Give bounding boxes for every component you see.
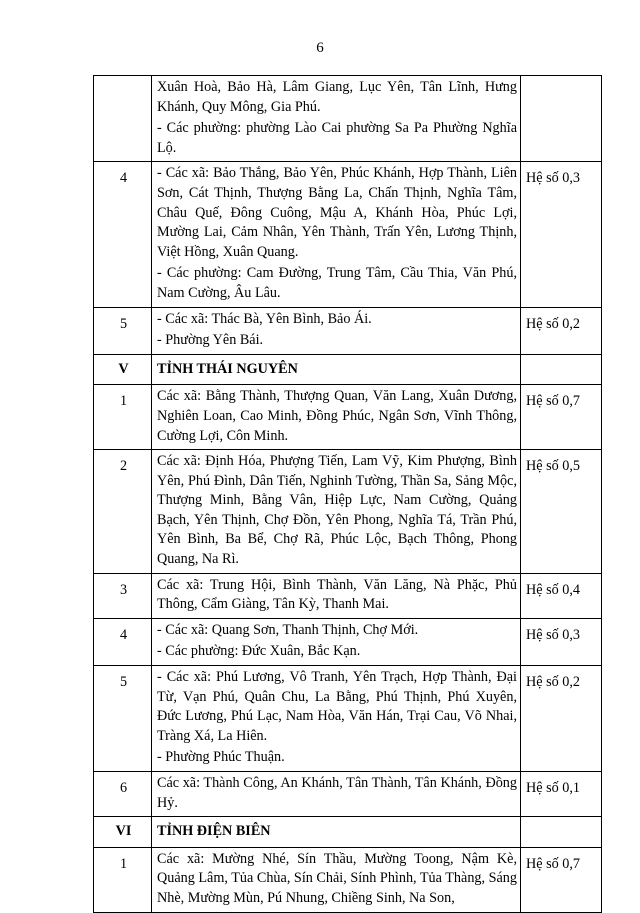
coefficient-cell: Hệ số 0,2: [521, 666, 602, 772]
province-coef-cell: [521, 354, 602, 385]
row-index: 5: [94, 666, 152, 772]
unit-list-paragraph: - Phường Phúc Thuận.: [157, 749, 285, 766]
table-row: [94, 573, 602, 618]
row-index: 2: [94, 450, 152, 574]
province-name: TỈNH ĐIỆN BIÊN: [152, 817, 521, 848]
coefficient-cell: Hệ số 0,3: [521, 162, 602, 307]
unit-list-paragraph: Các xã: Trung Hội, Bình Thành, Văn Lăng, Nà Phặc, Phủ Thông, Cẩm Giàng, Tân Kỳ, Thanh Mai.: [157, 576, 517, 613]
unit-list-paragraph: Xuân Hoà, Bảo Hà, Lâm Giang, Lục Yên, Tân Lĩnh, Hưng Khánh, Quy Mông, Gia Phú.: [157, 79, 517, 115]
unit-list-paragraph: - Các phường: phường Lào Cai phường Sa Pa Phường Nghĩa Lộ.: [157, 120, 517, 156]
row-index: 3: [94, 573, 152, 618]
unit-list-paragraph: Các xã: Bằng Thành, Thượng Quan, Văn Lang, Xuân Dương, Nghiên Loan, Cao Minh, Đồng Phúc, Ngân Sơn, Vĩnh Thông, Cường Lợi, Côn Minh.: [157, 388, 517, 444]
coefficient-cell: Hệ số 0,5: [521, 450, 602, 574]
row-index: 4: [94, 162, 152, 307]
unit-list-paragraph: Các xã: Định Hóa, Phượng Tiến, Lam Vỹ, Kim Phượng, Bình Yên, Phú Đình, Dân Tiến, Nghinh Tường, Thần Sa, Sảng Mộc, Thượng Minh, Bằng Vân, Hiệp Lực, Nam Cường, Quảng Bạch, Yên Thịnh, Chợ Đồn, Yên Phong, Nghĩa Tá, Trần Phú, Yên Bình, Ba Bể, Chợ Rã, Phúc Lộc, Bạch Thông, Phong Quang, Na Rì.: [157, 453, 517, 568]
table-row: [94, 307, 602, 354]
coefficient-cell: Hệ số 0,7: [521, 847, 602, 912]
unit-list-cell: [152, 76, 521, 162]
coefficient-cell: Hệ số 0,7: [521, 385, 602, 450]
province-name: TỈNH THÁI NGUYÊN: [152, 354, 521, 385]
unit-list-cell: [152, 847, 521, 912]
row-index: 1: [94, 847, 152, 912]
unit-list-paragraph: - Các xã: Phú Lương, Vô Tranh, Yên Trạch, Hợp Thành, Đại Từ, Vạn Phú, Quân Chu, La Bằng, Phú Thịnh, Phú Xuyên, Đức Lương, Phú Lạc, Nam Hòa, Văn Hán, Trại Cau, Võ Nhai, Tràng Xá, La Hiên.: [157, 669, 517, 744]
row-index: 4: [94, 618, 152, 665]
unit-list-cell: [152, 772, 521, 817]
table-row: [94, 162, 602, 307]
table-row: [94, 76, 602, 162]
row-index: [94, 76, 152, 162]
unit-list-paragraph: Các xã: Mường Nhé, Sín Thầu, Mường Toong, Nậm Kè, Quảng Lâm, Tủa Chùa, Sín Chải, Sính Phình, Tủa Thàng, Sáng Nhè, Mường Mùn, Pú Nhung, Chiềng Sinh, Na Son,: [157, 850, 517, 906]
unit-list-paragraph: Các xã: Thành Công, An Khánh, Tân Thành, Tân Khánh, Đồng Hỷ.: [157, 775, 517, 811]
unit-list-cell: [152, 573, 521, 618]
coefficient-cell: Hệ số 0,1: [521, 772, 602, 817]
province-roman-numeral: V: [94, 354, 152, 385]
unit-list-paragraph: - Các xã: Thác Bà, Yên Bình, Bảo Ái.: [157, 310, 372, 327]
table-row: [94, 772, 602, 817]
unit-list-paragraph: - Các phường: Cam Đường, Trung Tâm, Cầu Thia, Văn Phú, Nam Cường, Âu Lâu.: [157, 265, 517, 301]
row-index: 1: [94, 385, 152, 450]
unit-list-cell: [152, 385, 521, 450]
table-row: [94, 450, 602, 574]
unit-list-paragraph: - Phường Yên Bái.: [157, 332, 264, 349]
table-row: [94, 385, 602, 450]
unit-list-cell: [152, 618, 521, 665]
row-index: 6: [94, 772, 152, 817]
unit-list-paragraph: - Các xã: Bảo Thắng, Bảo Yên, Phúc Khánh, Hợp Thành, Liên Sơn, Cát Thịnh, Thượng Bằng La, Chấn Thịnh, Nghĩa Tâm, Châu Quế, Đông Cuông, Mậu A, Khánh Hòa, Phúc Lợi, Mường Lai, Cảm Nhân, Yên Thành, Trấn Yên, Lương Thịnh, Việt Hồng, Xuân Quang.: [157, 165, 517, 260]
table-row: [94, 618, 602, 665]
row-index: 5: [94, 307, 152, 354]
unit-list-cell: [152, 450, 521, 574]
table-row: [94, 847, 602, 912]
province-header-row: [94, 354, 602, 385]
unit-list-cell: [152, 307, 521, 354]
unit-list-cell: [152, 162, 521, 307]
coefficient-table: [93, 75, 602, 913]
unit-list-cell: [152, 666, 521, 772]
coefficient-cell: [521, 76, 602, 162]
coefficient-cell: Hệ số 0,3: [521, 618, 602, 665]
unit-list-paragraph: - Các xã: Quang Sơn, Thanh Thịnh, Chợ Mới.: [157, 621, 419, 638]
table-body: [94, 76, 602, 913]
coefficient-cell: Hệ số 0,2: [521, 307, 602, 354]
province-roman-numeral: VI: [94, 817, 152, 848]
coefficient-cell: Hệ số 0,4: [521, 573, 602, 618]
province-header-row: [94, 817, 602, 848]
province-coef-cell: [521, 817, 602, 848]
table-row: [94, 666, 602, 772]
unit-list-paragraph: - Các phường: Đức Xuân, Bắc Kạn.: [157, 643, 361, 660]
page-number: 6: [316, 40, 324, 56]
